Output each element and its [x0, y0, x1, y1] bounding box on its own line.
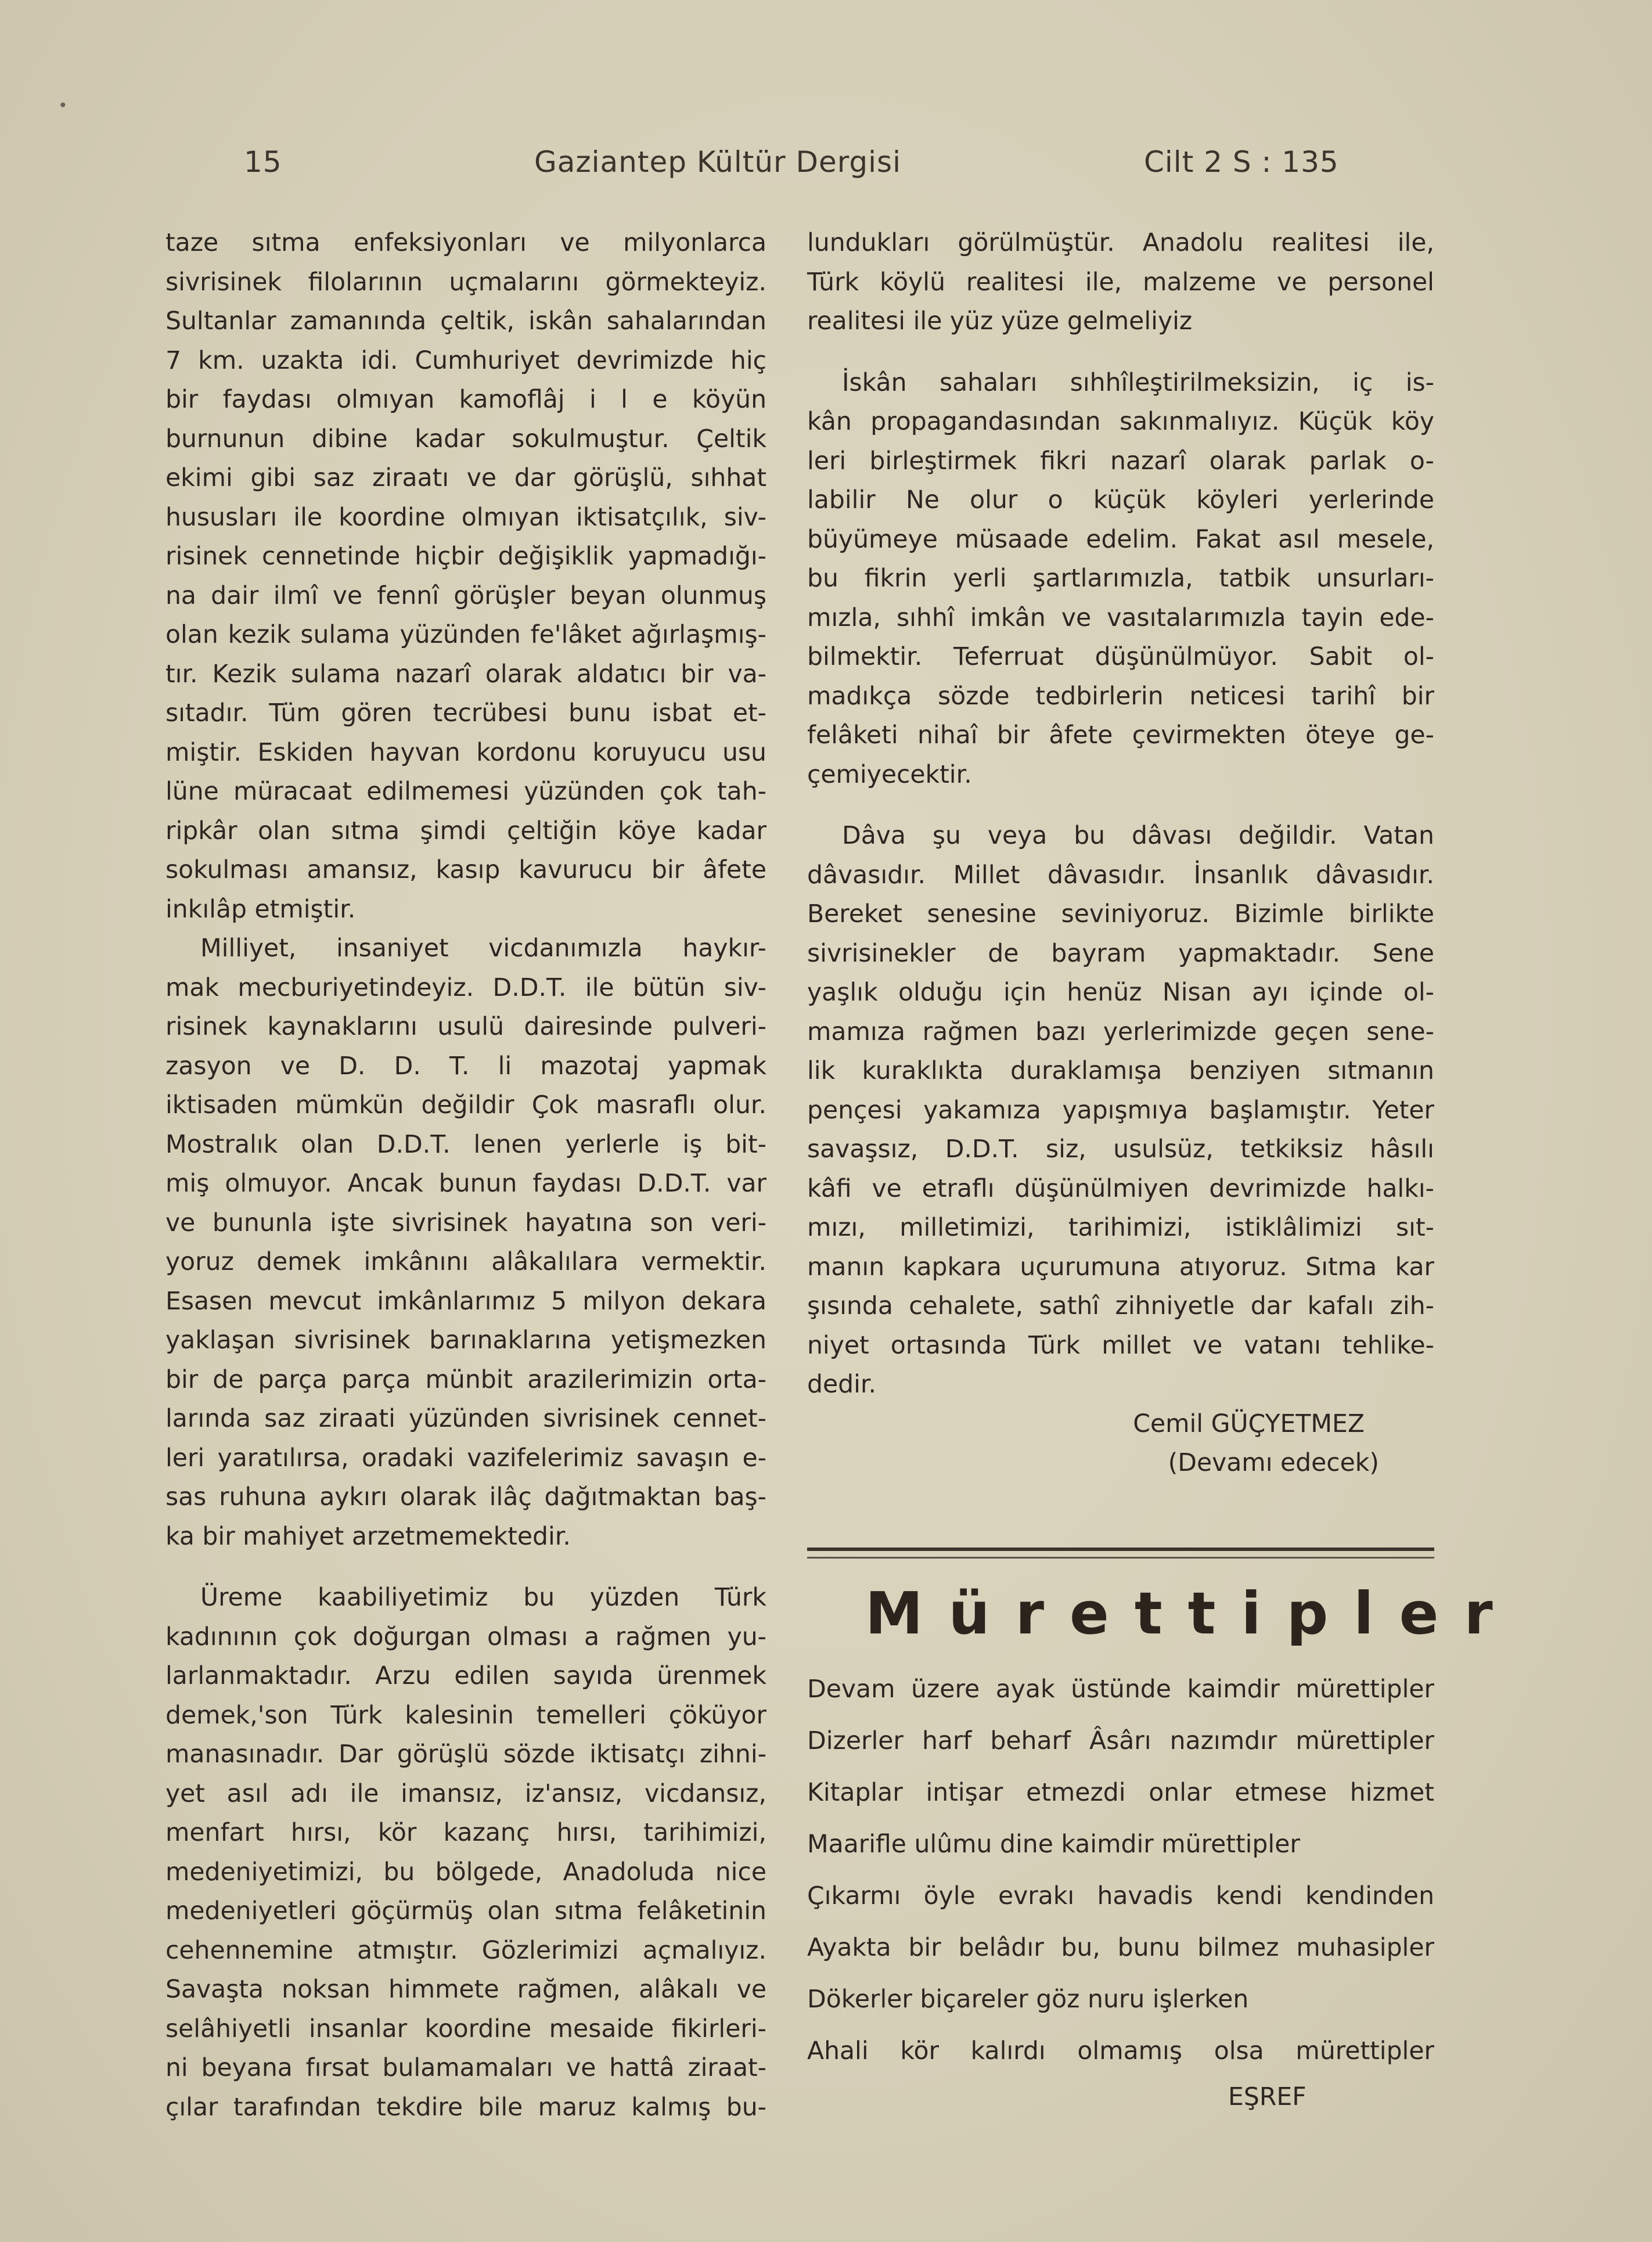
- text-line: tır. Kezik sulama nazarî olarak aldatıcı bir va-: [165, 660, 766, 689]
- poem-line: Ayakta bir belâdır bu, bunu bilmez muhasipler: [807, 1934, 1434, 1962]
- text-line: larlanmaktadır. Arzu edilen sayıda ürenmek: [165, 1662, 766, 1690]
- text-line: risinek kaynaklarını usulü dairesinde pulveri-: [165, 1013, 766, 1041]
- text-line: realitesi ile yüz yüze gelmeliyiz: [807, 307, 1193, 336]
- text-line: manın kapkara uçurumuna atıyoruz. Sıtma kar: [807, 1253, 1434, 1282]
- text-line: lüne müracaat edilmemesi yüzünden çok tah-: [165, 778, 766, 806]
- text-line: büyümeye müsaade edelim. Fakat asıl mesele,: [807, 525, 1434, 554]
- paragraph-gap: [807, 794, 1434, 816]
- poem-line: Devam üzere ayak üstünde kaimdir mürettipler: [807, 1675, 1434, 1704]
- left-text-column: [165, 224, 766, 2127]
- text-line: hususları ile koordine olmıyan iktisatçılık, siv-: [165, 503, 766, 532]
- text-line: yet asıl adı ile imansız, iz'ansız, vicdansız,: [165, 1779, 766, 1808]
- text-line: sokulması amansız, kasıp kavurucu bir âfete: [165, 856, 766, 884]
- poem-line: Ahali kör kalırdı olmamış olsa mürettipler: [807, 2037, 1434, 2065]
- text-line: sıtadır. Tüm gören tecrübesi bunu isbat et-: [165, 699, 766, 728]
- text-line: zasyon ve D. D. T. li mazotaj yapmak: [165, 1052, 766, 1081]
- poem-line: Kitaplar intişar etmezdi onlar etmese hizmet: [807, 1779, 1434, 1807]
- text-line: inkılâp etmiştir.: [165, 895, 356, 924]
- magazine-title: Gaziantep Kültür Dergisi: [534, 145, 901, 179]
- text-line: pençesi yakamıza yapışmıya başlamıştır. Yeter: [807, 1096, 1434, 1125]
- text-line: sivrisinekler de bayram yapmaktadır. Sene: [807, 939, 1434, 968]
- text-line: Dâva şu veya bu dâvası değildir. Vatan: [842, 822, 1434, 850]
- text-line: İskân sahaları sıhhîleştirilmeksizin, iç is-: [842, 368, 1434, 397]
- text-line: selâhiyetli insanlar koordine mesaide fikirleri-: [165, 2014, 766, 2043]
- text-line: manasınadır. Dar görüşlü sözde iktisatçı zihni-: [165, 1740, 766, 1769]
- text-line: sivrisinek filolarının uçmalarını görmekteyiz.: [165, 268, 766, 297]
- poem-line: Dökerler biçareler göz nuru işlerken: [807, 1985, 1249, 2014]
- text-line: dâvasıdır. Millet dâvasıdır. İnsanlık dâvasıdır.: [807, 861, 1434, 890]
- text-line: medeniyetleri göçürmüş olan sıtma felâketinin: [165, 1897, 766, 1926]
- text-line: bir de parça parça münbit arazilerimizin orta-: [165, 1365, 766, 1394]
- text-line: çılar tarafından tekdire bile maruz kalmış bu-: [165, 2093, 766, 2122]
- text-line: yoruz demek imkânını alâkalılara vermektir.: [165, 1248, 766, 1276]
- text-line: kâfi ve etraflı düşünülmiyen devrimizde halkı-: [807, 1174, 1434, 1203]
- text-line: yaşlık olduğu için henüz Nisan ayı içinde ol-: [807, 978, 1434, 1007]
- text-line: yaklaşan sivrisinek barınaklarına yetişmezken: [165, 1326, 766, 1355]
- text-line: leri yaratılırsa, oradaki vazifelerimiz savaşın e-: [165, 1444, 766, 1473]
- text-line: bir faydası olmıyan kamoflâj i l e köyün: [165, 386, 766, 414]
- text-line: çemiyecektir.: [807, 760, 972, 789]
- text-line: na dair ilmî ve fennî görüşler beyan olunmuş: [165, 581, 766, 610]
- page-speck: •: [58, 96, 68, 115]
- text-line: ripkâr olan sıtma şimdi çeltiğin köye kadar: [165, 816, 766, 845]
- text-line: Savaşta noksan himmete rağmen, alâkalı ve: [165, 1975, 766, 2004]
- text-line: taze sıtma enfeksiyonları ve milyonlarca: [165, 229, 766, 257]
- paragraph-gap: [807, 341, 1434, 364]
- text-line: şısında cehalete, sathî zihniyetle dar kafalı zih-: [807, 1292, 1434, 1320]
- text-line: bu fikrin yerli şartlarımızla, tatbik unsurları-: [807, 564, 1434, 593]
- text-line: Sultanlar zamanında çeltik, iskân sahalarından: [165, 307, 766, 336]
- text-line: leri birleştirmek fikri nazarî olarak parlak o-: [807, 447, 1434, 476]
- text-line: menfart hırsı, kör kazanç hırsı, tarihimizi,: [165, 1819, 766, 1847]
- text-line: mızı, milletimizi, tarihimizi, istiklâlimizi sıt-: [807, 1214, 1434, 1242]
- text-line: miş olmuyor. Ancak bunun faydası D.D.T. var: [165, 1169, 766, 1198]
- text-line: Milliyet, insaniyet vicdanımızla haykır-: [200, 934, 766, 963]
- poem-line: Dizerler harf beharf Âsârı nazımdır mürettipler: [807, 1727, 1434, 1755]
- text-line: ekimi gibi saz ziraatı ve dar görüşlü, sıhhat: [165, 464, 766, 492]
- poem-title: Mürettipler: [865, 1579, 1518, 1647]
- text-line: Üreme kaabiliyetimiz bu yüzden Türk: [200, 1584, 766, 1612]
- text-line: larında saz ziraati yüzünden sivrisinek cennet-: [165, 1405, 766, 1433]
- text-line: olan kezik sulama yüzünden fe'lâket ağırlaşmış-: [165, 621, 766, 649]
- text-line: risinek cennetinde hiçbir değişiklik yapmadığı-: [165, 542, 766, 571]
- text-line: Türk köylü realitesi ile, malzeme ve personel: [807, 268, 1434, 297]
- volume-issue: Cilt 2 S : 135: [1144, 145, 1339, 179]
- text-line: bilmektir. Teferruat düşünülmüyor. Sabit ol-: [807, 643, 1434, 671]
- text-line: ni beyana fırsat bulamamaları ve hattâ ziraat-: [165, 2054, 766, 2082]
- text-line: medeniyetimizi, bu bölgede, Anadoluda nice: [165, 1858, 766, 1887]
- section-divider: [807, 1548, 1434, 1559]
- text-line: sas ruhuna aykırı olarak ilâç dağıtmaktan baş-: [165, 1483, 766, 1512]
- poem-line: Maarifle ulûmu dine kaimdir mürettipler: [807, 1830, 1300, 1859]
- text-line: kadınının çok doğurgan olması a rağmen yu-: [165, 1622, 766, 1651]
- article-author: Cemil GÜÇYETMEZ: [1133, 1409, 1365, 1438]
- text-line: miştir. Eskiden hayvan kordonu koruyucu usu: [165, 738, 766, 767]
- right-text-column: [807, 224, 1434, 1483]
- text-line: ve bununla işte sivrisinek hayatına son veri-: [165, 1208, 766, 1237]
- text-line: mak mecburiyetindeyiz. D.D.T. ile bütün siv-: [165, 973, 766, 1002]
- text-line: Bereket senesine seviniyoruz. Bizimle birlikte: [807, 900, 1434, 929]
- poem-line: Çıkarmı öyle evrakı havadis kendi kendinden: [807, 1882, 1434, 1910]
- text-line: mamıza rağmen bazı yerlerimizde geçen sene-: [807, 1017, 1434, 1046]
- text-line: savaşsız, D.D.T. siz, usulsüz, tetkiksiz hâsılı: [807, 1135, 1434, 1164]
- text-line: lik kuraklıkta duraklamışa benziyen sıtmanın: [807, 1057, 1434, 1085]
- text-line: felâketi nihaî bir âfete çevirmekten öteye ge-: [807, 721, 1434, 750]
- text-line: lundukları görülmüştür. Anadolu realitesi ile,: [807, 229, 1434, 257]
- poem-body: [807, 1664, 1434, 2111]
- page-header: [244, 145, 1347, 192]
- text-line: Mostralık olan D.D.T. lenen yerlerle iş bit-: [165, 1130, 766, 1159]
- text-line: kân propagandasından sakınmalıyız. Küçük köy: [807, 408, 1434, 436]
- text-line: burnunun dibine kadar sokulmuştur. Çeltik: [165, 424, 766, 454]
- text-line: demek,'son Türk kalesinin temelleri çöküyor: [165, 1701, 766, 1730]
- text-line: niyet ortasında Türk millet ve vatanı tehlike-: [807, 1331, 1434, 1360]
- page-number: 15: [244, 145, 282, 179]
- text-line: iktisaden mümkün değildir Çok masraflı olur.: [165, 1091, 766, 1120]
- text-line: mızla, sıhhî imkân ve vasıtalarımızla tayin ede-: [807, 603, 1434, 632]
- text-line: Esasen mevcut imkânlarımız 5 milyon dekara: [165, 1287, 766, 1316]
- continued-note: (Devamı edecek): [1168, 1449, 1379, 1477]
- text-line: dedir.: [807, 1370, 876, 1399]
- poem-author: EŞREF: [1228, 2083, 1307, 2111]
- text-line: labilir Ne olur o küçük köyleri yerlerinde: [807, 486, 1434, 514]
- paragraph-gap: [165, 1556, 766, 1578]
- text-line: madıkça sözde tedbirlerin neticesi tarihî bir: [807, 682, 1434, 711]
- text-line: 7 km. uzakta idi. Cumhuriyet devrimizde hiç: [165, 346, 766, 375]
- text-line: cehennemine atmıştır. Gözlerimizi açmalıyız.: [165, 1936, 766, 1965]
- text-line: ka bir mahiyet arzetmemektedir.: [165, 1522, 571, 1551]
